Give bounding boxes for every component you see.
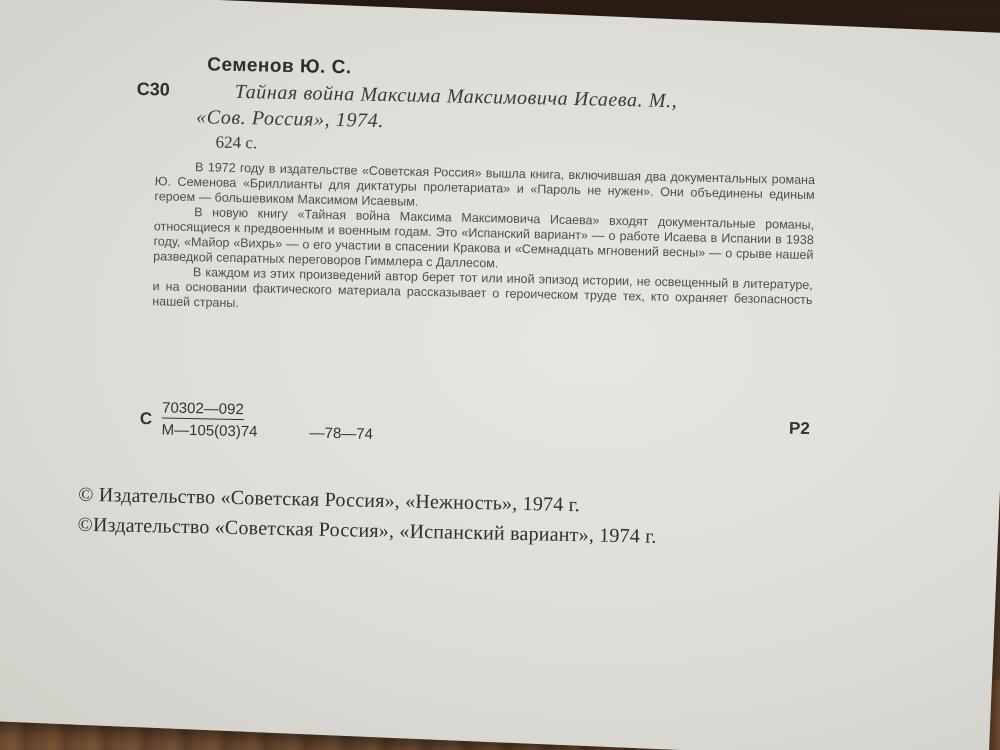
bib-suffix: —78—74 [309, 424, 374, 443]
page-count: 624 с. [215, 132, 258, 153]
author-name: Семенов Ю. С. [207, 54, 352, 79]
catalog-code: С30 [136, 78, 170, 100]
catalog-card [77, 53, 848, 548]
copyright-line-2: ©Издательство «Советская Россия», «Испанский вариант», 1974 г. [77, 513, 657, 548]
bibliographic-index [139, 399, 810, 459]
copyright-line-1: © Издательство «Советская Россия», «Нежность», 1974 г. [78, 483, 581, 517]
bib-prefix: С [139, 408, 153, 429]
bib-class-code: Р2 [788, 418, 810, 439]
bib-denominator: М—105(03)74 [161, 421, 258, 441]
bib-numerator: 70302—092 [161, 399, 244, 419]
annotation-paragraph: В новую книгу «Тайная война Максима Максимовича Исаева» входят документальные романы, относящиеся к предвоенным и военным годам. Это «Испанский вариант» — о работе Исаева в Испании в 1938 году, «Майор «Вихрь» — о его участии в спасении Кракова и «Семнадцать мгновений весны» — о срыве нашей разведкой сепаратных переговоров Гиммлера с Даллесом. [153, 205, 815, 271]
book-title-line-2: «Сов. Россия», 1974. [195, 106, 385, 133]
annotation-paragraph: В 1972 году в издательстве «Советская Россия» вышла книга, включившая два документальных романа Ю. Семенова «Бриллианты для диктатуры пролетариата» и «Пароль не нужен». Они объединены единым героем — большевиком Максимом Исаевым. [154, 160, 816, 209]
annotation-paragraph: В каждом из этих произведений автор берет тот или иной эпизод истории, не освещенный в литературе, и на основании фактического материала рассказывает о героическом труде тех, кто охраняет безопасность нашей страны. [152, 265, 813, 311]
annotation-text [152, 159, 815, 323]
book-title-line-1: Тайная война Максима Максимовича Исаева. М., [234, 80, 678, 113]
